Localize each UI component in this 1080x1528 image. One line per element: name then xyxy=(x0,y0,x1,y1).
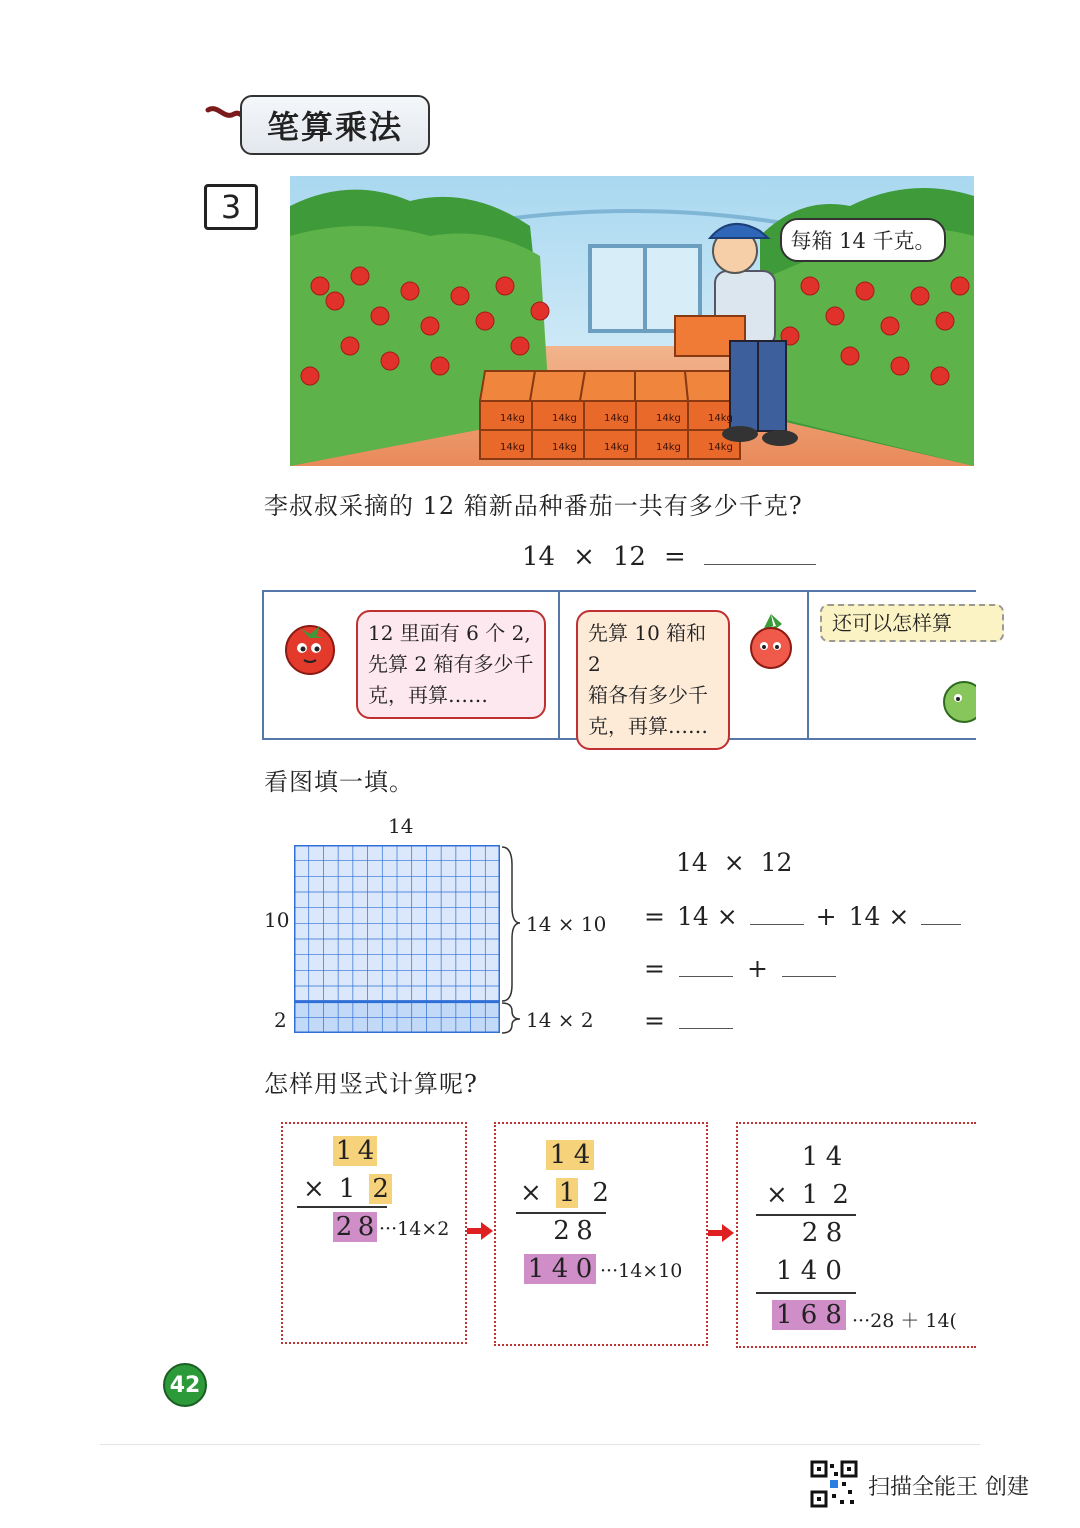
digit: 2 xyxy=(801,1218,819,1248)
digit: 1 xyxy=(776,1300,793,1330)
digit: 4 xyxy=(551,1254,569,1284)
step-blank[interactable] xyxy=(750,900,804,925)
digit: 1 xyxy=(527,1254,545,1284)
times-sign: × xyxy=(303,1174,325,1204)
hint-panel xyxy=(262,590,976,740)
box-label: 14kg xyxy=(552,442,577,453)
vertical-calc-box-2 xyxy=(494,1122,708,1346)
box2-mid xyxy=(520,1178,609,1208)
grid-top-label: 14 xyxy=(388,814,414,838)
digit: 2 xyxy=(592,1178,609,1208)
step-blank[interactable] xyxy=(679,1004,733,1029)
hint-bubble-2 xyxy=(576,610,730,750)
grid-left-label-bottom: 2 xyxy=(274,1008,287,1032)
step-blank[interactable] xyxy=(782,952,836,977)
step-2a: 14 × xyxy=(676,902,738,931)
radish-character-icon xyxy=(746,610,796,678)
box-label: 14kg xyxy=(604,442,629,453)
digit: 1 xyxy=(338,1174,356,1204)
digit: 8 xyxy=(576,1216,593,1246)
step-blank[interactable] xyxy=(679,952,733,977)
step-eq: = xyxy=(644,1006,665,1035)
digit: 2 xyxy=(553,1216,570,1246)
box3-res2 xyxy=(772,1256,846,1286)
step-eq: = xyxy=(644,902,665,931)
digit: 4 xyxy=(357,1136,375,1166)
equation-right: 12 xyxy=(612,542,646,572)
digit: 4 xyxy=(573,1140,591,1170)
speech-bubble: 每箱 14 千克。 xyxy=(780,218,946,262)
hint-3-text: 还可以怎样算 xyxy=(832,611,952,635)
box2-res1 xyxy=(550,1216,596,1246)
digit: 1 xyxy=(801,1180,819,1210)
digit: 2 xyxy=(369,1174,392,1204)
vertical-calc-box-1 xyxy=(281,1122,467,1344)
hint-bubble-3 xyxy=(820,604,1004,642)
step-line-1: 14 × 12 xyxy=(676,848,793,877)
tomato-character-icon xyxy=(280,614,340,682)
box2-note: ···14×10 xyxy=(600,1260,683,1282)
times-sign: × xyxy=(766,1180,788,1210)
hint-1-line: 克，再算…… xyxy=(368,683,488,707)
question-text: 李叔叔采摘的 12 箱新品种番茄一共有多少千克? xyxy=(264,492,803,520)
equation-equals: = xyxy=(663,542,686,572)
step-line-3 xyxy=(644,952,836,983)
watermark-text: 扫描全能王 创建 xyxy=(868,1475,1029,1500)
digit: 2 xyxy=(335,1212,353,1242)
box3-mid xyxy=(766,1180,849,1210)
box1-note: ···14×2 xyxy=(379,1218,450,1240)
box1-res xyxy=(333,1212,377,1242)
main-equation xyxy=(522,538,816,572)
box3-res1 xyxy=(798,1218,846,1248)
arrow-right-icon xyxy=(708,1224,734,1246)
digit: 1 xyxy=(801,1142,819,1172)
example-number-badge: 3 xyxy=(204,184,258,230)
vertical-prompt: 怎样用竖式计算呢? xyxy=(264,1070,478,1098)
box-label: 14kg xyxy=(656,442,681,453)
arrow-right-icon xyxy=(467,1222,493,1244)
digit: 1 xyxy=(556,1178,579,1208)
multiplication-grid xyxy=(294,845,500,1033)
step-plus: + xyxy=(815,902,837,931)
digit: 1 xyxy=(549,1140,567,1170)
section-title: 笔算乘法 xyxy=(240,95,430,155)
brace-label-bottom: 14 × 2 xyxy=(526,1008,594,1032)
digit: 4 xyxy=(825,1142,843,1172)
digit: 0 xyxy=(575,1254,593,1284)
cabbage-character-icon xyxy=(934,668,976,732)
step-blank[interactable] xyxy=(921,900,961,925)
brace-label-top: 14 × 10 xyxy=(526,912,607,936)
hint-1-line: 12 里面有 6 个 2, xyxy=(368,621,531,645)
hint-2-line: 先算 10 箱和 2 xyxy=(588,621,707,676)
box-label: 14kg xyxy=(656,413,681,424)
box-label: 14kg xyxy=(500,442,525,453)
box3-top xyxy=(798,1142,846,1172)
step-eq: = xyxy=(644,954,665,983)
box-label: 14kg xyxy=(604,413,629,424)
fill-prompt: 看图填一填。 xyxy=(264,768,414,796)
hint-2-line: 克，再算…… xyxy=(588,714,708,738)
times-sign: × xyxy=(520,1178,542,1208)
digit: 4 xyxy=(800,1256,818,1286)
box1-top xyxy=(333,1136,377,1166)
digit: 1 xyxy=(335,1136,353,1166)
box-label-grid xyxy=(480,405,740,463)
step-plus: + xyxy=(746,954,768,983)
vertical-calc-box-3 xyxy=(736,1122,976,1348)
digit: 6 xyxy=(800,1300,818,1330)
step-line-2 xyxy=(644,900,974,931)
box3-note: ···28 ＋ 14( xyxy=(852,1310,957,1332)
box1-mid xyxy=(303,1174,392,1204)
equation-op: × xyxy=(573,542,595,572)
hint-2-line: 箱各有多少千 xyxy=(588,683,708,707)
answer-blank[interactable] xyxy=(704,538,816,565)
hint-1-line: 先算 2 箱有多少千 xyxy=(368,652,534,676)
digit: 2 xyxy=(832,1180,849,1210)
box2-top xyxy=(546,1140,594,1170)
grid-left-label-top: 10 xyxy=(264,908,290,932)
box3-sum xyxy=(772,1300,846,1330)
grid-brace-icon xyxy=(500,845,522,1039)
hint-bubble-1 xyxy=(356,610,546,719)
box-label: 14kg xyxy=(708,413,733,424)
equation-left: 14 xyxy=(522,542,556,572)
box-label: 14kg xyxy=(552,413,577,424)
digit: 0 xyxy=(825,1256,842,1286)
step-line-4 xyxy=(644,1004,733,1035)
digit: 8 xyxy=(357,1212,375,1242)
page-number: 42 xyxy=(163,1363,207,1407)
digit: 1 xyxy=(776,1256,793,1286)
qr-code-icon xyxy=(810,1460,858,1512)
box-label: 14kg xyxy=(708,442,733,453)
digit: 8 xyxy=(825,1218,843,1248)
digit: 8 xyxy=(825,1300,842,1330)
box2-res2 xyxy=(524,1254,596,1284)
box-label: 14kg xyxy=(500,413,525,424)
step-2b: 14 × xyxy=(848,902,910,931)
